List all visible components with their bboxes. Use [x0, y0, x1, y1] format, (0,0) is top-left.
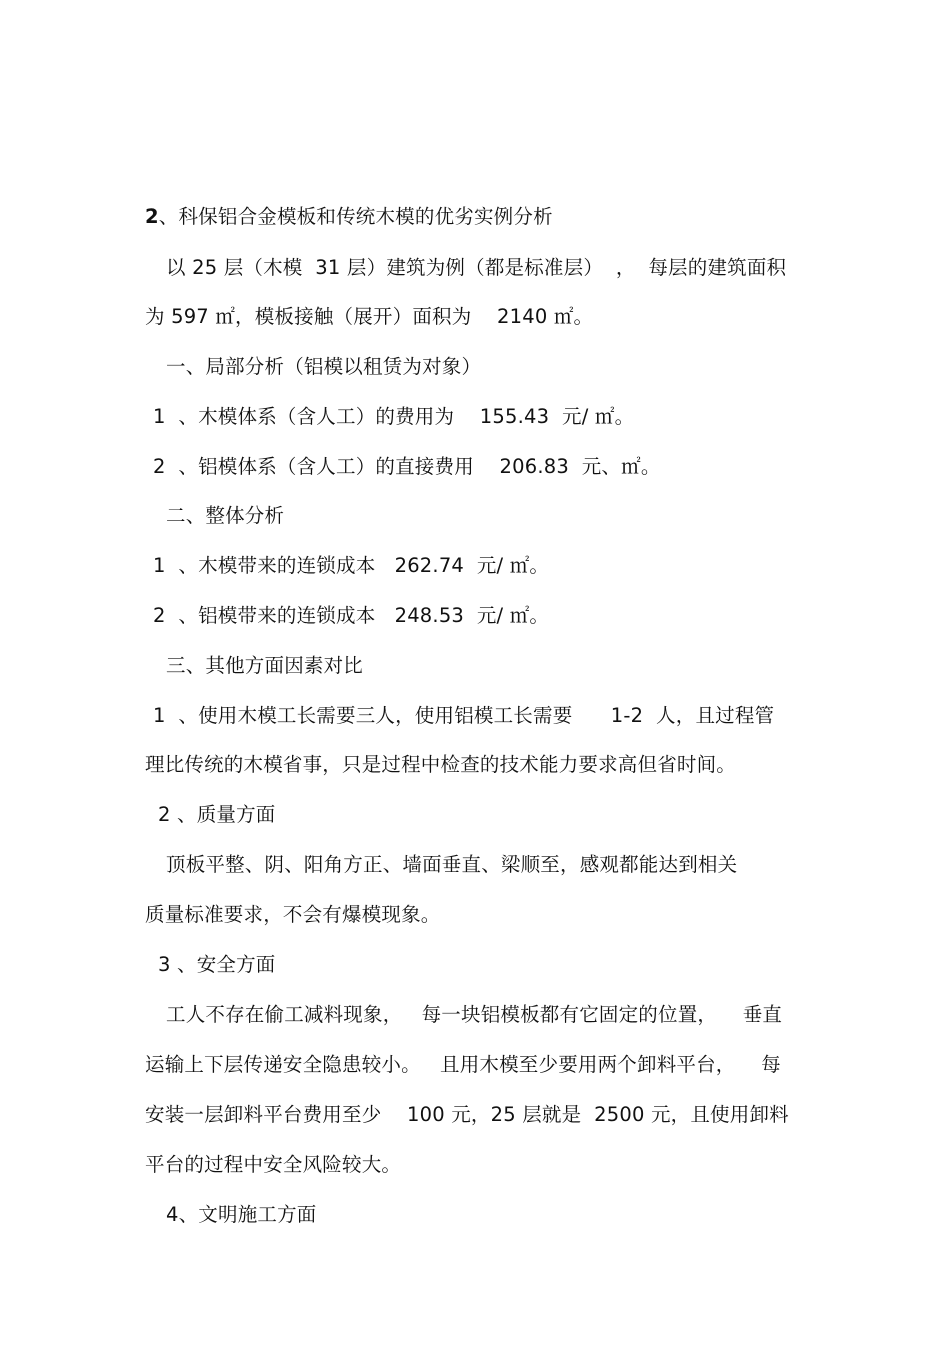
list-item: 1 、使用木模工长需要三人，使用铝模工长需要 1-2 人，且过程管 [153, 704, 775, 727]
section-heading [145, 204, 553, 230]
list-item-heading: 2 、质量方面 [158, 803, 276, 826]
list-item-heading: 4、文明施工方面 [166, 1203, 317, 1226]
list-item: 2 、铝模带来的连锁成本 248.53 元/ ㎡。 [153, 604, 550, 627]
paragraph-line: 平台的过程中安全风险较大。 [145, 1153, 402, 1176]
paragraph-line: 质量标准要求，不会有爆模现象。 [145, 903, 441, 926]
list-item: 1 、木模体系（含人工）的费用为 155.43 元/ ㎡。 [153, 405, 635, 428]
paragraph-line: 安装一层卸料平台费用至少 100 元，25 层就是 2500 元，且使用卸料 [145, 1103, 789, 1126]
subsection-heading-local: 一、局部分析（铝模以租赁为对象） [166, 355, 482, 378]
list-item: 2 、铝模体系（含人工）的直接费用 206.83 元、㎡。 [153, 455, 661, 478]
paragraph-line: 工人不存在偷工减料现象， 每一块铝模板都有它固定的位置， 垂直 [166, 1003, 783, 1026]
paragraph-line-1: 以 25 层（木模 31 层）建筑为例（都是标准层） ， 每层的建筑面积 [166, 256, 787, 279]
subsection-heading-other: 三、其他方面因素对比 [166, 654, 364, 677]
section-number: 2 [145, 205, 159, 228]
paragraph-line-2: 为 597 ㎡，模板接触（展开）面积为 2140 ㎡。 [145, 305, 594, 328]
subsection-heading-overall: 二、整体分析 [166, 504, 285, 527]
list-item-heading: 3 、安全方面 [158, 953, 276, 976]
paragraph-line: 运输上下层传递安全隐患较小。 且用木模至少要用两个卸料平台， 每 [145, 1053, 781, 1076]
section-title: 、科保铝合金模板和传统木模的优劣实例分析 [158, 205, 553, 228]
list-item: 1 、木模带来的连锁成本 262.74 元/ ㎡。 [153, 554, 550, 577]
paragraph-line: 顶板平整、阴、阳角方正、墙面垂直、梁顺至，感观都能达到相关 [166, 853, 738, 876]
paragraph-line: 理比传统的木模省事，只是过程中检查的技术能力要求高但省时间。 [145, 753, 737, 776]
